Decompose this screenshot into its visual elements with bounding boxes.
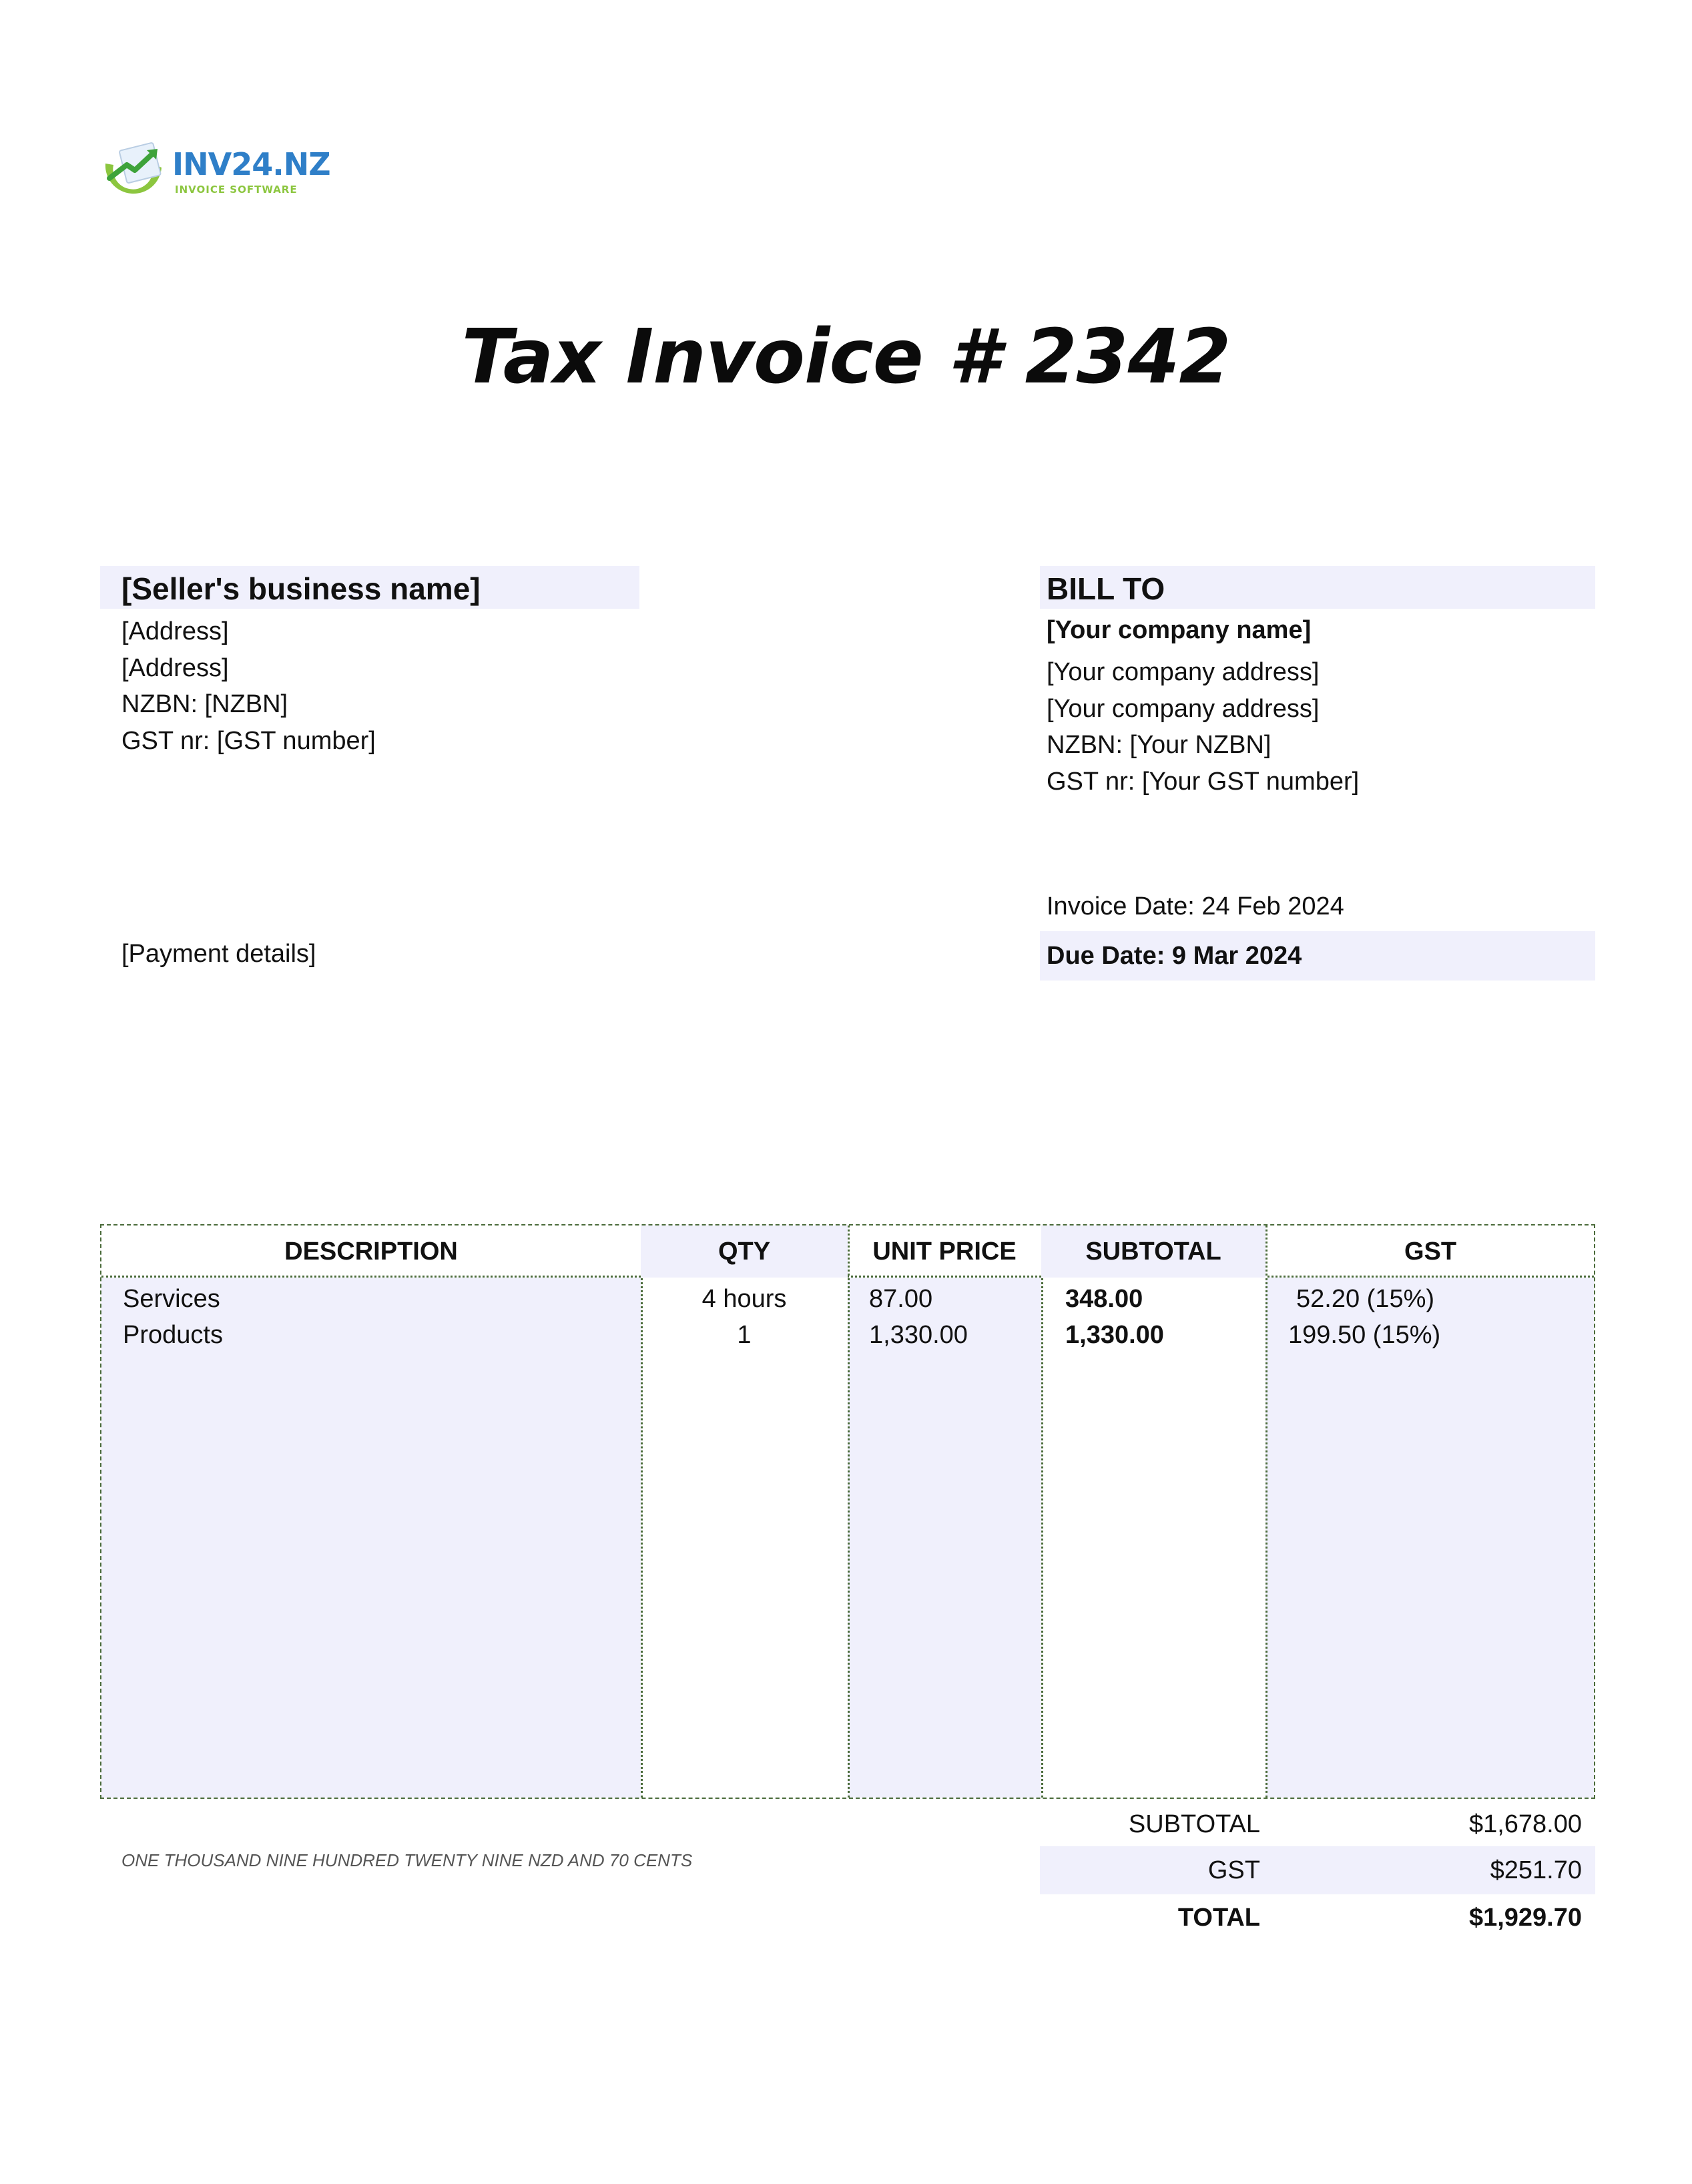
row-1-subtotal: 348.00 [1065,1285,1143,1313]
seller-address-1: [Address] [121,617,229,645]
bill-to-nzbn: NZBN: [Your NZBN] [1047,731,1272,759]
description-header: DESCRIPTION [284,1238,458,1266]
subtotal-value: $1,678.00 [1468,1810,1582,1838]
invoice-date: Invoice Date: 24 Feb 2024 [1047,892,1344,920]
gst-total-value: $251.70 [1490,1856,1582,1884]
row-2-gst: 199.50 (15%) [1288,1321,1441,1349]
gst-total-label: GST [1207,1856,1260,1884]
seller-gst-number: GST nr: [GST number] [121,727,376,755]
row-1-gst: 52.20 (15%) [1296,1285,1435,1313]
seller-nzbn: NZBN: [NZBN] [121,690,288,718]
logo-brand: INV24.NZ [172,146,330,182]
seller-name: [Seller's business name] [121,571,481,606]
qty-header: QTY [641,1225,848,1278]
row-1-qty: 4 hours [701,1285,787,1313]
total-value: $1,929.70 [1468,1904,1582,1932]
bill-to-company: [Your company name] [1047,616,1312,644]
due-date: Due Date: 9 Mar 2024 [1047,942,1302,970]
unit-price-header: UNIT PRICE [872,1238,1017,1266]
table-header-row [101,1225,1594,1278]
bill-to-heading: BILL TO [1047,571,1165,606]
row-2-description: Products [123,1321,223,1349]
row-2-unit-price: 1,330.00 [869,1321,968,1349]
seller-address-2: [Address] [121,654,229,682]
invoice-growth-arrow-logo-icon [100,137,167,204]
invoice-title: Tax Invoice # 2342 [461,314,1231,400]
row-1-description: Services [123,1285,220,1313]
logo [100,137,330,204]
gst-header: GST [1404,1238,1457,1266]
payment-details: [Payment details] [121,940,316,968]
amount-in-words: ONE THOUSAND NINE HUNDRED TWENTY NINE NZD AND 70 CENTS [121,1850,693,1870]
bill-to-gst-number: GST nr: [Your GST number] [1047,768,1360,796]
logo-tagline: INVOICE SOFTWARE [175,184,298,196]
subtotal-header: SUBTOTAL [1041,1225,1265,1278]
bill-to-address-1: [Your company address] [1047,658,1320,686]
total-label: TOTAL [1177,1904,1260,1932]
subtotal-label: SUBTOTAL [1128,1810,1260,1838]
row-2-qty: 1 [737,1321,752,1349]
bill-to-address-2: [Your company address] [1047,695,1320,723]
line-items-table [100,1224,1595,1799]
row-2-subtotal: 1,330.00 [1065,1321,1164,1349]
row-1-unit-price: 87.00 [869,1285,933,1313]
